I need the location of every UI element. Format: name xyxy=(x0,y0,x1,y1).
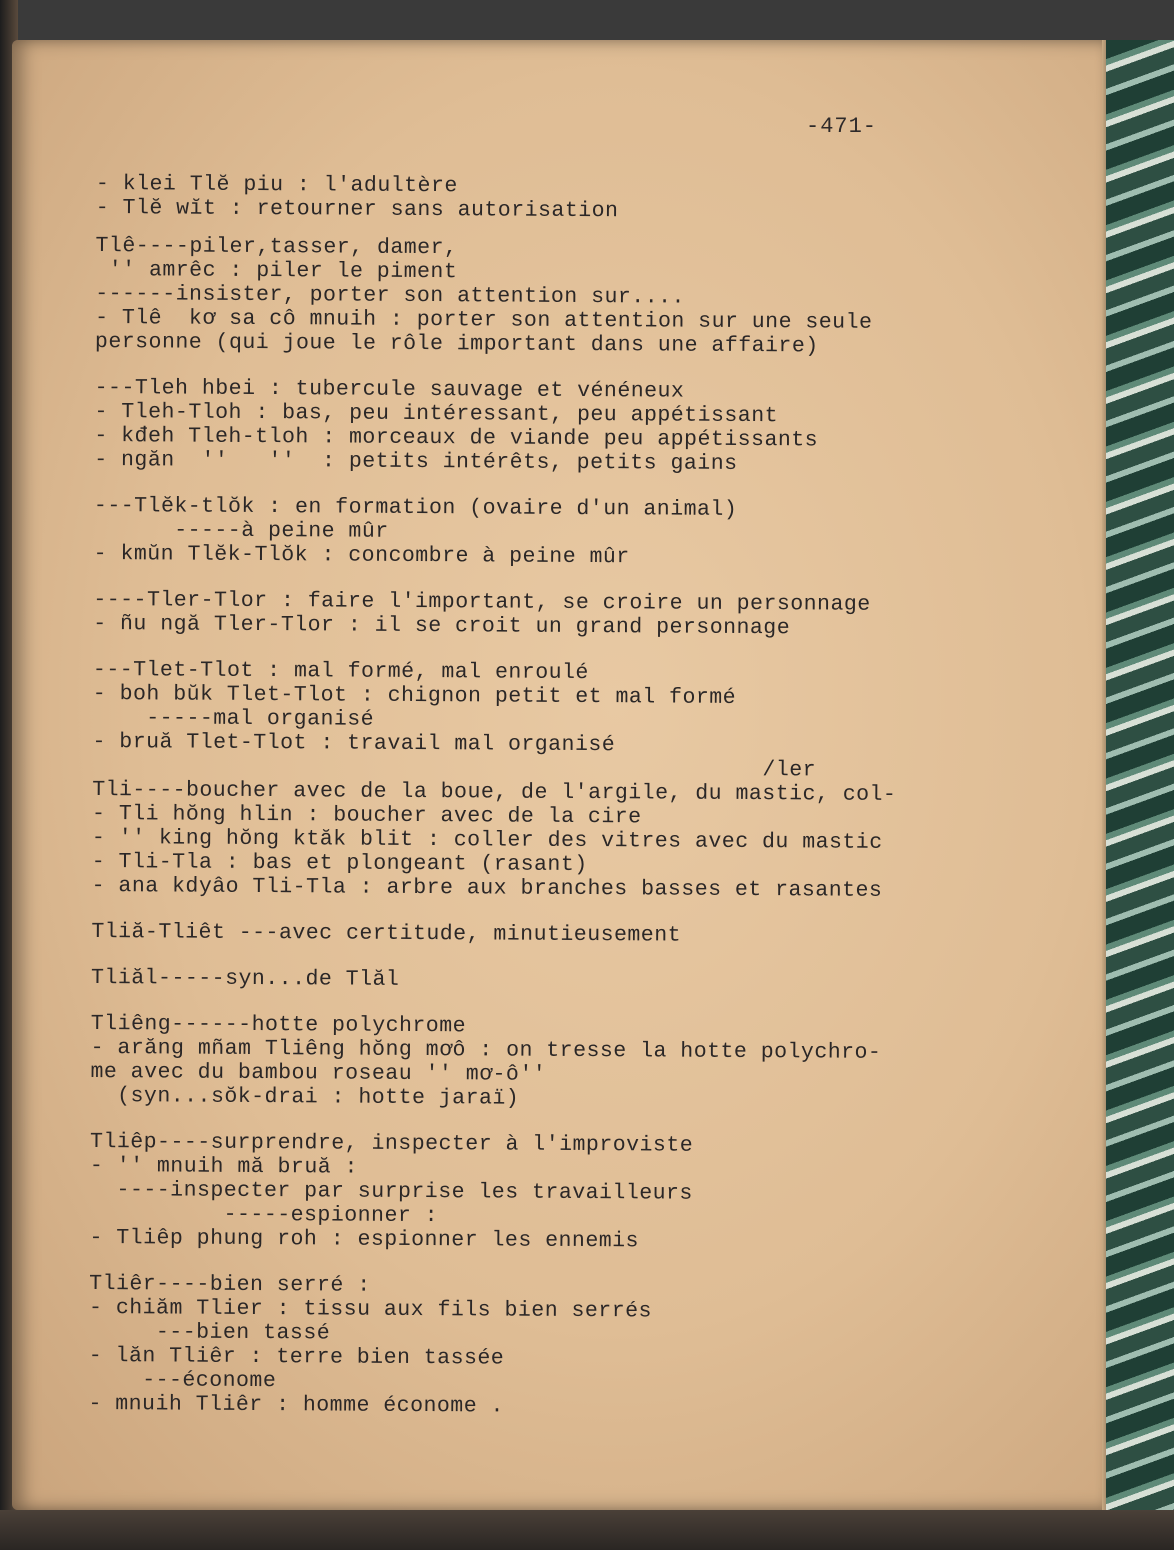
entry-line: ---économe xyxy=(88,1367,277,1394)
entry-line: - Tleh-Tloh : bas, peu intéressant, peu appétissant xyxy=(94,399,779,429)
entry-line: - Tli-Tla : bas et plongeant (rasant) xyxy=(91,849,588,878)
entry-line: - arăng mñam Tliêng hŏng mơô : on tresse la hotte polychro- xyxy=(90,1035,882,1065)
dictionary-entry xyxy=(96,172,966,225)
entry-line: - Tlĕ wĭt : retourner sans autorisation xyxy=(95,195,619,224)
entry-line: Tli----boucher avec de la boue, de l'argile, du mastic, col- xyxy=(92,777,897,807)
dictionary-text xyxy=(88,172,966,1421)
entry-line: Tliă-Tliêt ---avec certitude, minutieusement xyxy=(91,919,682,948)
dictionary-entry xyxy=(94,376,965,477)
entry-line: - '' mnuih mă bruă : xyxy=(89,1153,359,1180)
entry-line: - Tlê kơ sa cô mnuih : porter son attention sur une seule xyxy=(95,305,873,335)
entry-line: ----inspecter par surprise les travailleurs xyxy=(89,1177,693,1206)
dictionary-entry xyxy=(93,588,963,641)
entry-line: - kđeh Tleh-tloh : morceaux de viande peu appétissants xyxy=(94,423,819,453)
dictionary-entry xyxy=(95,234,966,359)
marbled-binding xyxy=(1106,40,1174,1510)
dictionary-entry xyxy=(94,494,964,571)
entry-line: - klei Tlĕ piu : l'adultère xyxy=(95,172,458,199)
entry-line: - ana kdyâo Tli-Tla : arbre aux branches basses et rasantes xyxy=(91,873,883,903)
entry-line: - ngăn '' '' : petits intérêts, petits gains xyxy=(94,447,738,476)
entry-line: - mnuih Tliêr : homme économe . xyxy=(88,1391,505,1419)
entry-line: ----Tler-Tlor : faire l'important, se croire un personnage xyxy=(93,587,871,617)
entry-line: ------insister, porter son attention sur.... xyxy=(95,281,686,310)
entry-line: -----mal organisé xyxy=(92,705,375,732)
dictionary-entry xyxy=(92,778,963,903)
dictionary-entry xyxy=(90,1012,961,1113)
entry-line: -----espionner : xyxy=(89,1201,439,1229)
entry-line: ---Tlĕk-tlŏk : en formation (ovaire d'un animal) xyxy=(93,493,738,522)
entry-line: - '' king hŏng ktăk blit : coller des vitres avec du mastic xyxy=(91,825,883,855)
entry-line: - boh bŭk Tlet-Tlot : chignon petit et mal formé xyxy=(92,681,737,710)
entry-line: Tliêng------hotte polychrome xyxy=(90,1011,467,1039)
entry-line: - chiăm Tlier : tissu aux fils bien serrés xyxy=(88,1295,653,1324)
entry-line: ---Tlet-Tlot : mal formé, mal enroulé xyxy=(92,657,589,686)
bottom-shadow xyxy=(0,1510,1174,1550)
entry-line: - Tli hŏng hlin : boucher avec de la cire xyxy=(92,801,642,830)
dictionary-entry xyxy=(92,658,963,783)
dictionary-entry xyxy=(88,1272,959,1421)
entry-line: - lăn Tliêr : terre bien tassée xyxy=(88,1343,505,1371)
entry-line: Tliêp----surprendre, inspecter à l'improviste xyxy=(90,1129,694,1158)
entry-line: ---Tleh hbei : tubercule sauvage et vénéneux xyxy=(94,375,685,404)
entry-line: - bruă Tlet-Tlot : travail mal organisé xyxy=(92,729,616,758)
page-number: -471- xyxy=(806,114,878,139)
entry-line: - ñu ngă Tler-Tlor : il se croit un grand personnage xyxy=(93,611,791,641)
dictionary-entry xyxy=(89,1130,960,1255)
entry-line: /ler xyxy=(92,753,817,783)
entry-line: - Tliêp phung roh : espionner les ennemis xyxy=(89,1225,640,1254)
entry-line: Tliêr----bien serré : xyxy=(89,1271,371,1298)
entry-line: me avec du bambou roseau '' mơ-ô'' xyxy=(90,1059,547,1087)
entry-line: -----à peine mûr xyxy=(93,517,389,544)
entry-line: - kmŭn Tlĕk-Tlŏk : concombre à peine mûr xyxy=(93,541,630,570)
entry-line: Tliăl-----syn...de Tlăl xyxy=(91,965,400,992)
entry-line: Tlê----piler,tasser, damer, xyxy=(95,233,458,261)
entry-line: personne (qui joue le rôle important dans une affaire) xyxy=(94,329,819,359)
entry-line: '' amrêc : piler le piment xyxy=(95,257,458,285)
entry-line: (syn...sŏk-drai : hotte jaraï) xyxy=(90,1083,520,1111)
entry-line: ---bien tassé xyxy=(88,1319,331,1346)
